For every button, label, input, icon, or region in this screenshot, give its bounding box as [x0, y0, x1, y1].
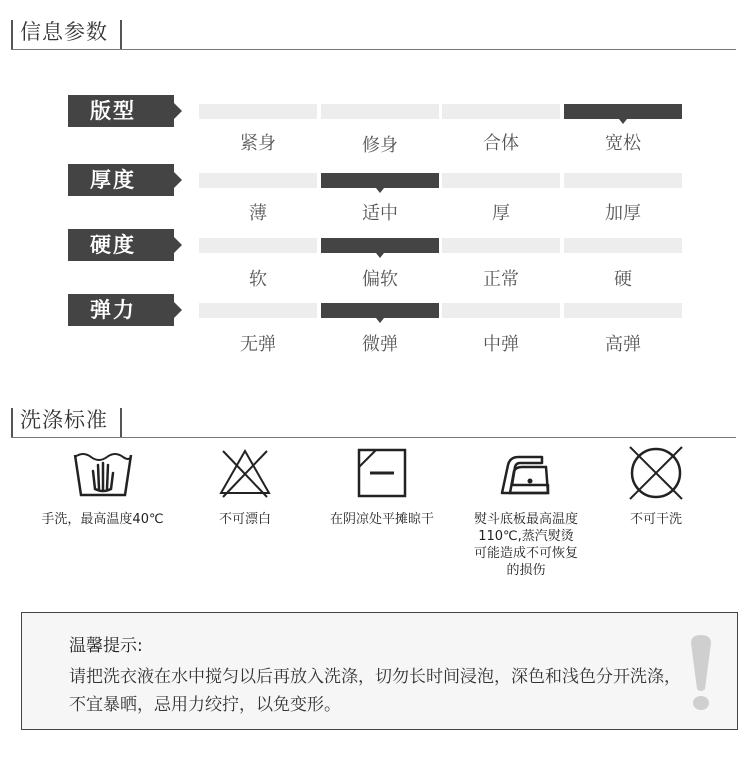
wash-section-title: 洗涤标准	[20, 408, 108, 432]
wash-item-hand-wash	[30, 445, 175, 528]
param-row-fit	[0, 95, 748, 155]
option-segment	[442, 104, 560, 119]
option-segment-selected	[321, 173, 439, 188]
option-segment	[564, 238, 682, 253]
option-segment	[564, 173, 682, 188]
option-label: 偏软	[362, 269, 398, 290]
wash-label: 在阴凉处平摊晾干	[329, 512, 434, 527]
wash-item-iron	[472, 445, 580, 579]
hand-wash-icon	[71, 445, 135, 501]
option-label: 紧身	[240, 133, 276, 154]
info-section-title: 信息参数	[20, 20, 108, 44]
tips-title: 温馨提示:	[69, 636, 143, 656]
tips-body: 请把洗衣液在水中搅匀以后再放入洗涤，切勿长时间浸泡，深色和浅色分开洗涤，不宜暴晒，忌用力绞拧，以免变形。	[69, 667, 681, 715]
option-segment	[442, 238, 560, 253]
option-segment	[199, 238, 317, 253]
option-label: 加厚	[605, 203, 641, 224]
tips-panel	[21, 612, 738, 730]
wash-label: 不可干洗	[629, 512, 682, 527]
header-underline	[11, 437, 736, 438]
option-label: 修身	[362, 135, 398, 156]
header-bracket	[120, 20, 122, 50]
param-tag: 版型	[68, 95, 174, 127]
option-segment	[442, 303, 560, 318]
option-segment	[199, 303, 317, 318]
option-segment-selected	[321, 303, 439, 318]
param-tag: 厚度	[68, 164, 174, 196]
wash-section-header	[0, 398, 736, 438]
header-left-bar	[11, 408, 13, 438]
wash-item-no-bleach	[185, 445, 305, 528]
param-tag: 弹力	[68, 294, 174, 326]
option-label: 硬	[614, 269, 632, 290]
option-label: 合体	[483, 133, 519, 154]
header-left-bar	[11, 20, 13, 50]
option-segment	[199, 173, 317, 188]
header-underline	[11, 49, 736, 50]
option-segment	[321, 104, 439, 119]
param-tag: 硬度	[68, 229, 174, 261]
wash-item-no-dry-clean	[606, 445, 706, 528]
no-dry-clean-icon	[626, 445, 686, 501]
wash-label: 不可漂白	[218, 512, 271, 527]
option-label: 适中	[362, 203, 398, 224]
wash-label: 手洗，最高温度40℃	[41, 512, 164, 527]
option-label: 软	[249, 269, 267, 290]
option-segment	[199, 104, 317, 119]
wash-label: 熨斗底板最高温度110℃,蒸汽熨烫可能造成不可恢复的损伤	[473, 512, 578, 578]
option-label: 正常	[483, 269, 519, 290]
option-segment	[442, 173, 560, 188]
option-label: 高弹	[605, 334, 641, 355]
iron-icon	[496, 445, 556, 501]
option-segment-selected	[321, 238, 439, 253]
option-segment-selected	[564, 104, 682, 119]
option-label: 无弹	[240, 334, 276, 355]
wash-item-shade-dry	[318, 445, 446, 528]
option-label: 薄	[249, 203, 267, 224]
option-label: 中弹	[483, 334, 519, 355]
option-label: 宽松	[605, 133, 641, 154]
header-bracket	[120, 408, 122, 438]
option-label: 微弹	[362, 334, 398, 355]
info-section-header	[0, 10, 736, 50]
exclamation-icon	[687, 633, 715, 713]
option-label: 厚	[492, 203, 510, 224]
no-bleach-icon	[215, 445, 275, 501]
param-row-hardness	[0, 229, 748, 289]
option-segment	[564, 303, 682, 318]
shade-dry-icon	[354, 445, 410, 501]
param-row-elasticity	[0, 294, 748, 354]
param-row-thickness	[0, 164, 748, 224]
